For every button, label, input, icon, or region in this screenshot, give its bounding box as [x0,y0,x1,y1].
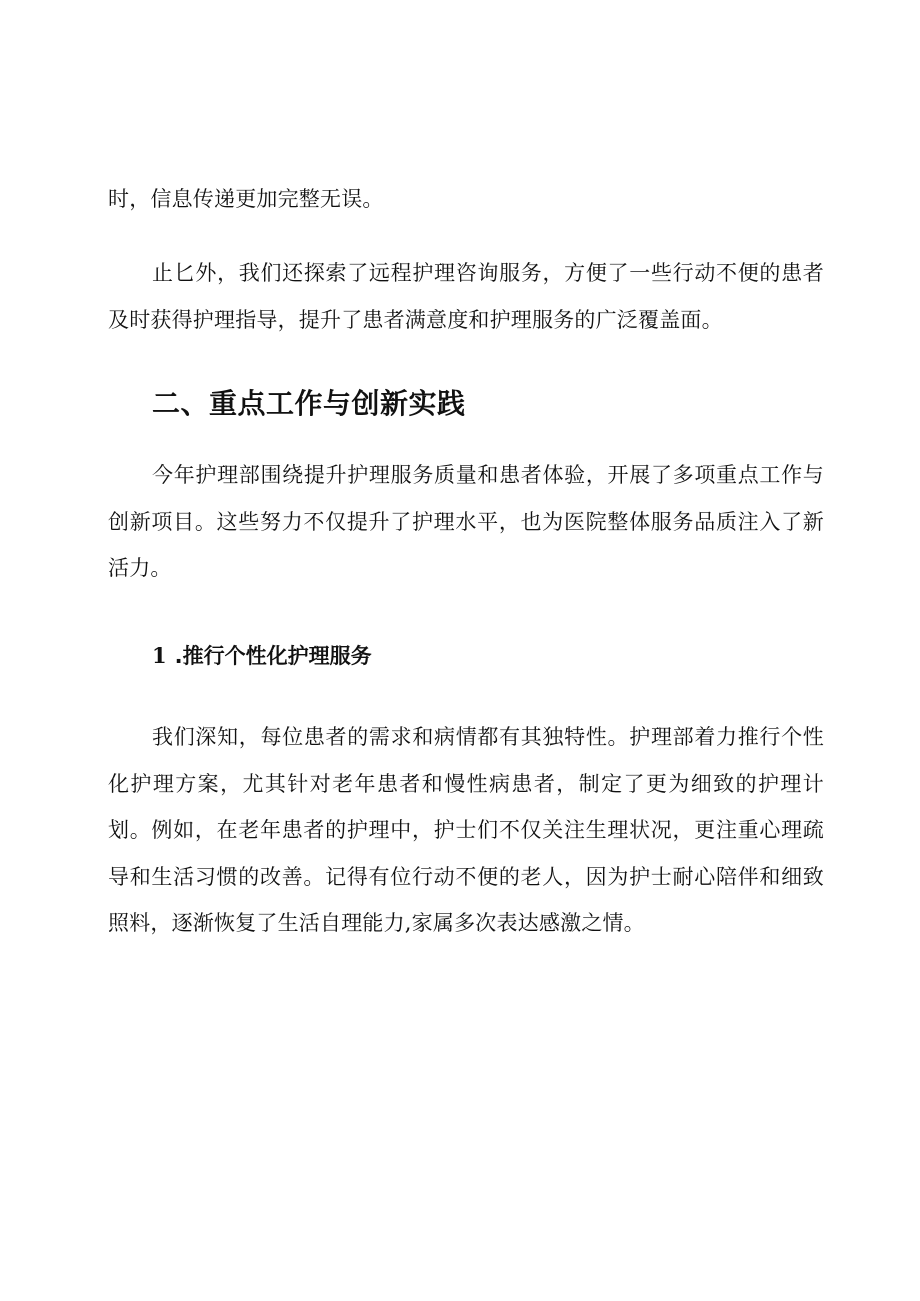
paragraph-section-intro: 今年护理部围绕提升护理服务质量和患者体验，开展了多项重点工作与创新项目。这些努力不仅提升了护理水平，也为医院整体服务品质注入了新活力。 [108,463,824,580]
subsection-title: .推行个性化护理服务 [174,644,372,668]
paragraph-continuation: 时，信息传递更加完整无误。 [108,187,384,211]
section-heading: 二、重点工作与创新实践 [152,387,466,420]
subsection-number: 1 [152,643,167,668]
paragraph-remote-consulting: 止匕外，我们还探索了远程护理咨询服务，方便了一些行动不便的患者及时获得护理指导，提升了患者满意度和护理服务的广泛覆盖面。 [108,261,824,332]
subsection-heading [152,640,372,670]
paragraph-personalized-care: 我们深知，每位患者的需求和病情都有其独特性。护理部着力推行个性化护理方案，尤其针对老年患者和慢性病患者，制定了更为细致的护理计划。例如，在老年患者的护理中，护士们不仅关注生理状况，更注重心理疏导和生活习惯的改善。记得有位行动不便的老人，因为护士耐心陪伴和细致照料，逐渐恢复了生活自理能力,家属多次表达感激之情。 [108,725,824,935]
